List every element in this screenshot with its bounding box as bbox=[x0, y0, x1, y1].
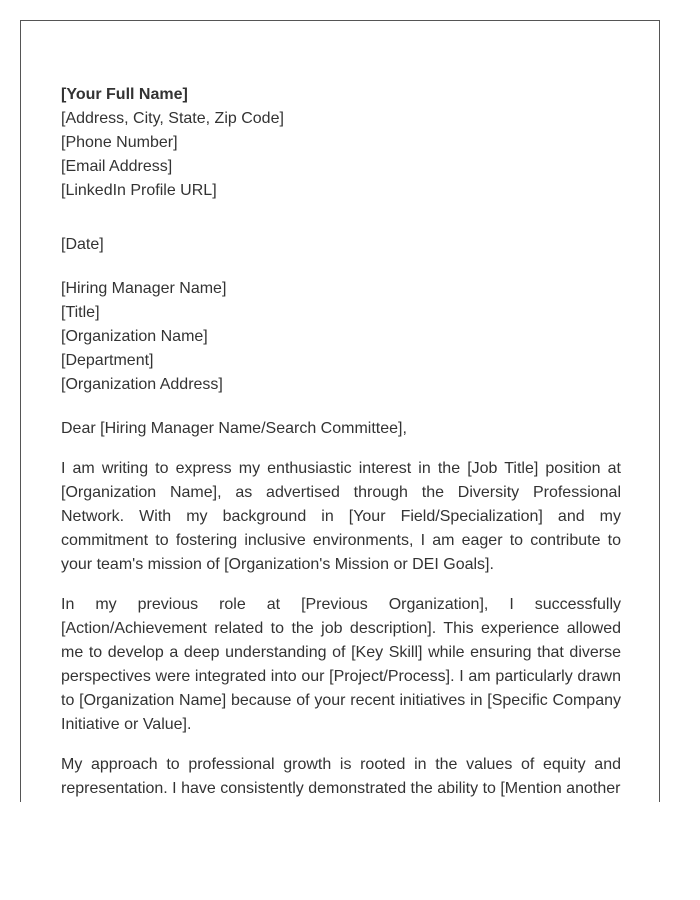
paragraph-1: I am writing to express my enthusiastic interest in the [Job Title] position at [Organization Name], as advertised through the Diversity Professional Network. With my background in [Your Field/Specialization] and my commitment to fostering inclusive environments, I am eager to contribute to your team's mission of [Organization's Mission or DEI Goals]. bbox=[61, 460, 621, 573]
paragraph-3: My approach to professional growth is rooted in the values of equity and representation. I have consistently demonstrated the ability to [Mention another bbox=[61, 756, 621, 797]
sender-address: [Address, City, State, Zip Code] bbox=[61, 110, 284, 127]
recipient-block bbox=[61, 277, 621, 397]
sender-name: [Your Full Name] bbox=[61, 86, 188, 103]
letter-page bbox=[20, 20, 660, 802]
letter-body bbox=[61, 83, 621, 801]
sender-linkedin: [LinkedIn Profile URL] bbox=[61, 182, 217, 199]
date-block bbox=[61, 233, 621, 257]
letter-date: [Date] bbox=[61, 236, 104, 253]
recipient-address: [Organization Address] bbox=[61, 376, 223, 393]
recipient-name: [Hiring Manager Name] bbox=[61, 280, 227, 297]
sender-block bbox=[61, 83, 621, 203]
paragraph-2: In my previous role at [Previous Organization], I successfully [Action/Achievement related to the job description]. This experience allowed me to develop a deep understanding of [Key Skill] while ensuring that diverse perspectives were integrated into our [Project/Process]. I am particularly drawn to [Organization Name] because of your recent initiatives in [Specific Company Initiative or Value]. bbox=[61, 596, 621, 733]
recipient-department: [Department] bbox=[61, 352, 154, 369]
sender-phone: [Phone Number] bbox=[61, 134, 178, 151]
recipient-title: [Title] bbox=[61, 304, 100, 321]
recipient-organization: [Organization Name] bbox=[61, 328, 208, 345]
sender-email: [Email Address] bbox=[61, 158, 173, 175]
salutation: Dear [Hiring Manager Name/Search Committee], bbox=[61, 420, 407, 437]
